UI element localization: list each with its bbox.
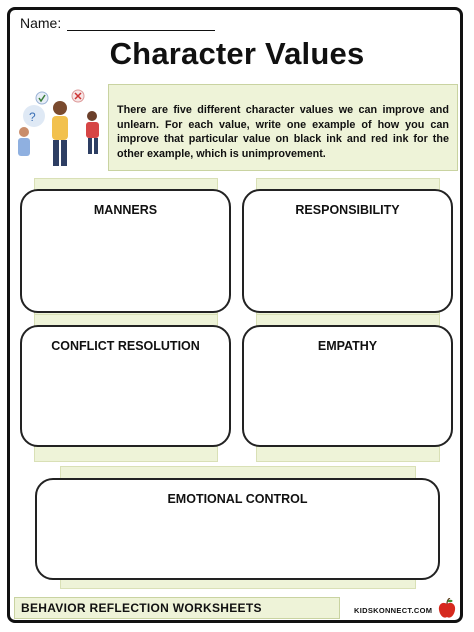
people-illustration-icon [12,86,108,172]
name-blank-line[interactable] [67,16,215,31]
page-title: Character Values [109,36,365,71]
brand-label: KIDSKONNECT.COM [354,606,433,615]
manners-label: MANNERS [93,203,158,217]
conflict-resolution-label: CONFLICT RESOLUTION [51,339,200,353]
emotional-control-box[interactable] [35,478,440,580]
conflict-resolution-box[interactable] [20,325,231,447]
footer-title: BEHAVIOR REFLECTION WORKSHEETS [14,597,340,619]
instructions-panel: There are five different character values we can improve and unlearn. For each value, write one example of how you can improve that particular value on black ink and red ink for the other example, which is unimprovement. [108,84,458,171]
apple-logo-icon [437,598,457,620]
name-label: Name: [20,15,62,31]
empathy-box[interactable] [242,325,453,447]
responsibility-label: RESPONSIBILITY [295,203,400,217]
responsibility-box[interactable] [242,189,453,313]
emotional-control-label: EMOTIONAL CONTROL [167,492,308,506]
svg-text:?: ? [29,110,36,124]
manners-box[interactable] [20,189,231,313]
name-field [20,15,215,31]
empathy-label: EMPATHY [317,339,378,353]
